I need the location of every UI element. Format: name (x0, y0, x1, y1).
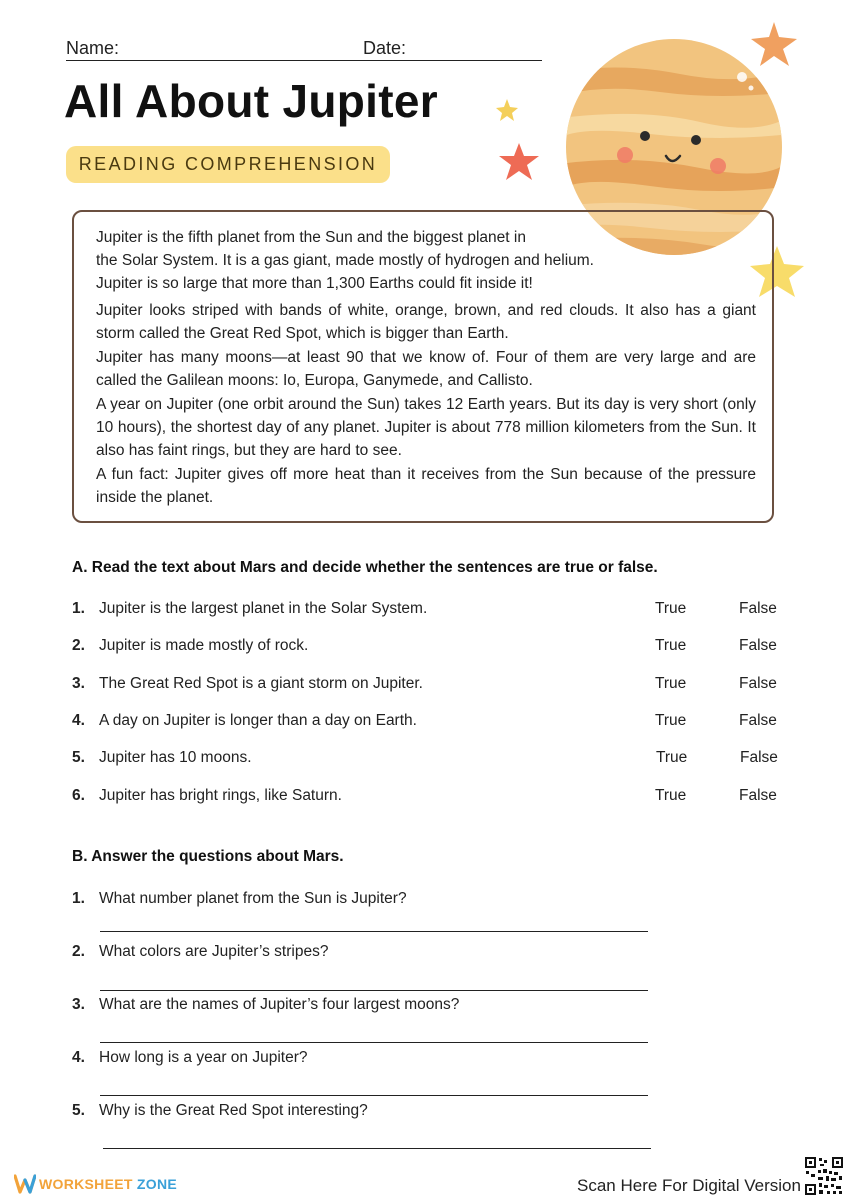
tf-statement: Jupiter is made mostly of rock. (99, 637, 309, 654)
reading-passage (72, 210, 774, 523)
brand-name (39, 1176, 177, 1192)
section-a-title: A. Read the text about Mars and decide whether the sentences are true or false. (72, 559, 658, 576)
page-title: All About Jupiter (64, 75, 438, 127)
true-option[interactable]: True (656, 749, 688, 766)
name-label: Name: (66, 38, 120, 58)
name-date-line (66, 36, 542, 61)
question-text: Why is the Great Red Spot interesting? (99, 1102, 368, 1119)
tf-number: 6. (72, 787, 85, 804)
answer-line[interactable] (100, 1095, 648, 1096)
worksheetzone-logo (14, 1174, 36, 1194)
false-option[interactable]: False (739, 600, 777, 617)
question-text: What colors are Jupiter’s stripes? (99, 943, 329, 960)
tf-number: 3. (72, 675, 85, 692)
passage-paragraph-3: Jupiter has many moons—at least 90 that we know of. Four of them are very large and are called the Galilean moons: Io, Europa, Ganymede, and Callisto. (96, 349, 756, 389)
true-option[interactable]: True (655, 787, 687, 804)
brand-worksheet: WORKSHEET (39, 1176, 133, 1192)
passage-line: Jupiter is the fifth planet from the Sun and the biggest planet in (96, 229, 526, 246)
question-number: 3. (72, 996, 85, 1013)
false-option[interactable]: False (739, 712, 777, 729)
true-option[interactable]: True (655, 712, 687, 729)
date-label: Date: (363, 38, 407, 58)
star-icon (496, 99, 518, 121)
tf-statement: A day on Jupiter is longer than a day on Earth. (99, 712, 417, 729)
reading-comprehension-badge: READING COMPREHENSION (66, 146, 390, 183)
question-number: 4. (72, 1049, 85, 1066)
tf-statement: The Great Red Spot is a giant storm on Jupiter. (99, 675, 423, 692)
true-option[interactable]: True (655, 600, 687, 617)
true-option[interactable]: True (655, 637, 687, 654)
tf-statement: Jupiter has bright rings, like Saturn. (99, 787, 342, 804)
brand-zone: ZONE (136, 1176, 177, 1192)
qr-code[interactable] (804, 1156, 844, 1196)
passage-line: Jupiter is so large that more than 1,300 Earths could fit inside it! (96, 275, 533, 292)
false-option[interactable]: False (739, 637, 777, 654)
tf-statement: Jupiter has 10 moons. (99, 749, 252, 766)
question-text: What number planet from the Sun is Jupiter? (99, 890, 407, 907)
false-option[interactable]: False (739, 675, 777, 692)
answer-line[interactable] (100, 990, 648, 991)
answer-line[interactable] (100, 1042, 648, 1043)
tf-number: 2. (72, 637, 85, 654)
tf-statement: Jupiter is the largest planet in the Solar System. (99, 600, 428, 617)
passage-line: the Solar System. It is a gas giant, made mostly of hydrogen and helium. (96, 252, 594, 269)
question-text: What are the names of Jupiter’s four largest moons? (99, 996, 460, 1013)
question-number: 2. (72, 943, 85, 960)
tf-number: 5. (72, 749, 85, 766)
false-option[interactable]: False (740, 749, 778, 766)
true-option[interactable]: True (655, 675, 687, 692)
passage-paragraph-2: Jupiter looks striped with bands of white, orange, brown, and red clouds. It also has a giant storm called the Great Red Spot, which is bigger than Earth. (96, 302, 756, 342)
question-number: 1. (72, 890, 85, 907)
tf-number: 1. (72, 600, 85, 617)
section-b-title: B. Answer the questions about Mars. (72, 848, 344, 865)
question-number: 5. (72, 1102, 85, 1119)
scan-caption: Scan Here For Digital Version (577, 1176, 801, 1195)
star-icon (751, 22, 797, 66)
answer-line[interactable] (100, 931, 648, 932)
star-icon (499, 143, 539, 180)
answer-line[interactable] (103, 1148, 651, 1149)
false-option[interactable]: False (739, 787, 777, 804)
passage-paragraph-5: A fun fact: Jupiter gives off more heat than it receives from the Sun because of the pressure inside the planet. (96, 466, 756, 506)
question-text: How long is a year on Jupiter? (99, 1049, 308, 1066)
worksheetzone-brand[interactable] (14, 1174, 177, 1194)
tf-number: 4. (72, 712, 85, 729)
passage-paragraph-1 (96, 226, 656, 295)
passage-paragraph-4: A year on Jupiter (one orbit around the Sun) takes 12 Earth years. But its day is very short (only 10 hours), the shortest day of any planet. Jupiter is about 778 million kilometers from the Sun. It also has faint rings, but they are hard to see. (96, 396, 756, 459)
